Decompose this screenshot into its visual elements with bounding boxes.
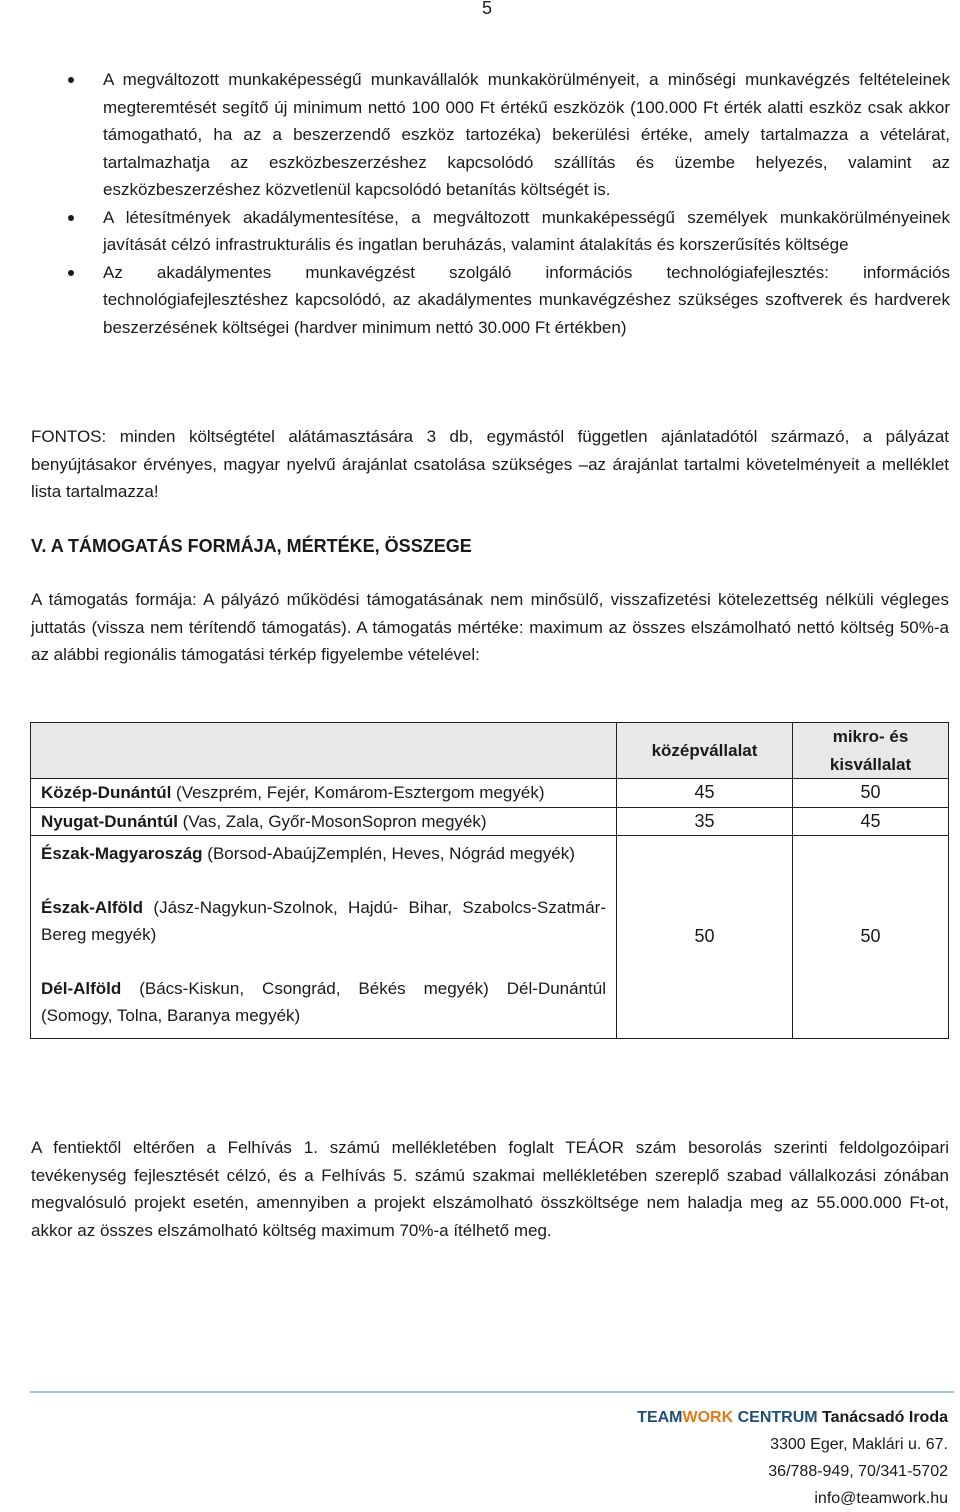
bullet-dot-icon xyxy=(68,215,74,221)
table-header-medium: középvállalat xyxy=(617,723,793,779)
page-number: 5 xyxy=(482,0,493,18)
footer-email: info@teamwork.hu xyxy=(814,1490,948,1507)
exception-paragraph: A fentiektől eltérően a Felhívás 1. számú mellékletében foglalt TEÁOR szám besorolás szerinti feldolgozóipari tevékenység fejlesztését célzó, és a Felhívás 5. számú szakmai mellékletében szereplő szabad vállalkozási zónában megvalósuló projekt esetén, amennyiben a projekt elszámolható összköltsége nem haladja meg az 55.000.000 Ft-ot, akkor az összes elszámolható költség maximum 70%-a ítélhető meg. xyxy=(31,1138,949,1240)
table-header-row xyxy=(31,723,949,779)
support-form-paragraph: A támogatás formája: A pályázó működési támogatásának nem minősülő, visszafizetési kötelezettség nélküli végleges juttatás (vissza nem térítendő támogatás). A támogatás mértéke: maximum az összes elszámolható nettó költség 50%-a az alábbi regionális támogatási térkép figyelembe vételével: xyxy=(31,590,949,664)
region-cell: Nyugat-Dunántúl (Vas, Zala, Győr-MosonSopron megyék) xyxy=(31,807,617,836)
table-row xyxy=(31,807,949,836)
region-cell-merged xyxy=(31,836,617,1039)
footer-address: 3300 Eger, Maklári u. 67. xyxy=(770,1436,948,1453)
bullet-item: A létesítmények akadálymentesítése, a megváltozott munkaképességű személyek munkakörülményeinek javítását célzó infrastrukturális és ingatlan beruházás, valamint átalakítás és korszerűsítés költsége xyxy=(60,204,950,259)
table-row xyxy=(31,779,949,808)
important-note: FONTOS: minden költségtétel alátámasztására 3 db, egymástól független ajánlatadótól származó, a pályázat benyújtásakor érvényes, magyar nyelvű árajánlat csatolása szükséges –az árajánlat tartalmi követelményeit a melléklet lista tartalmazza! xyxy=(31,427,949,501)
medium-rate-cell: 35 xyxy=(617,807,793,836)
bullet-item: Az akadálymentes munkavégzést szolgáló információs technológiafejlesztés: információs technológiafejlesztéshez kapcsolódó, az akadálymentes munkavégzéshez szükséges szoftverek és hardverek beszerzésének költségei (hardver minimum nettó 30.000 Ft értékben) xyxy=(60,259,950,342)
small-rate-cell: 50 xyxy=(793,779,949,808)
bullet-dot-icon xyxy=(68,270,74,276)
region-entry: Dél-Alföld (Bács-Kiskun, Csongrád, Békés megyék) Dél-Dunántúl (Somogy, Tolna, Baranya megyék) xyxy=(41,978,606,1025)
footer-phone: 36/788-949, 70/341-5702 xyxy=(768,1463,948,1480)
table-header-empty xyxy=(31,723,617,779)
regional-aid-table xyxy=(30,722,949,1039)
region-entry: Észak-Alföld (Jász-Nagykun-Szolnok, Hajdú- Bihar, Szabolcs-Szatmár-Bereg megyék) xyxy=(41,897,606,944)
footer-divider xyxy=(30,1391,954,1393)
cost-bullet-list xyxy=(60,66,950,341)
table-header-small: mikro- és kisvállalat xyxy=(793,723,949,779)
footer xyxy=(637,1404,948,1512)
table-row xyxy=(31,836,949,1039)
small-rate-cell: 50 xyxy=(793,836,949,1039)
small-rate-cell: 45 xyxy=(793,807,949,836)
region-cell: Közép-Dunántúl (Veszprém, Fejér, Komárom-Esztergom megyék) xyxy=(31,779,617,808)
bullet-dot-icon xyxy=(68,77,74,83)
medium-rate-cell: 45 xyxy=(617,779,793,808)
region-entry: Észak-Magyaroszág (Borsod-AbaújZemplén, Heves, Nógrád megyék) xyxy=(41,844,575,863)
footer-brand: TEAMWORK CENTRUM Tanácsadó Iroda xyxy=(637,1409,948,1426)
section-heading: V. A TÁMOGATÁS FORMÁJA, MÉRTÉKE, ÖSSZEGE xyxy=(31,536,472,556)
bullet-item: A megváltozott munkaképességű munkavállalók munkakörülményeit, a minőségi munkavégzés feltételeinek megteremtését segítő új minimum nettó 100 000 Ft értékű eszközök (100.000 Ft érték alatti eszköz csak akkor támogatható, ha az a beszerzendő eszköz tartozéka) bekerülési értéke, amely tartalmazza a vételárat, tartalmazhatja az eszközbeszerzéshez kapcsolódó szállítás és üzembe helyezés, valamint az eszközbeszerzéshez közvetlenül kapcsolódó betanítás költségét is. xyxy=(60,66,950,204)
medium-rate-cell: 50 xyxy=(617,836,793,1039)
